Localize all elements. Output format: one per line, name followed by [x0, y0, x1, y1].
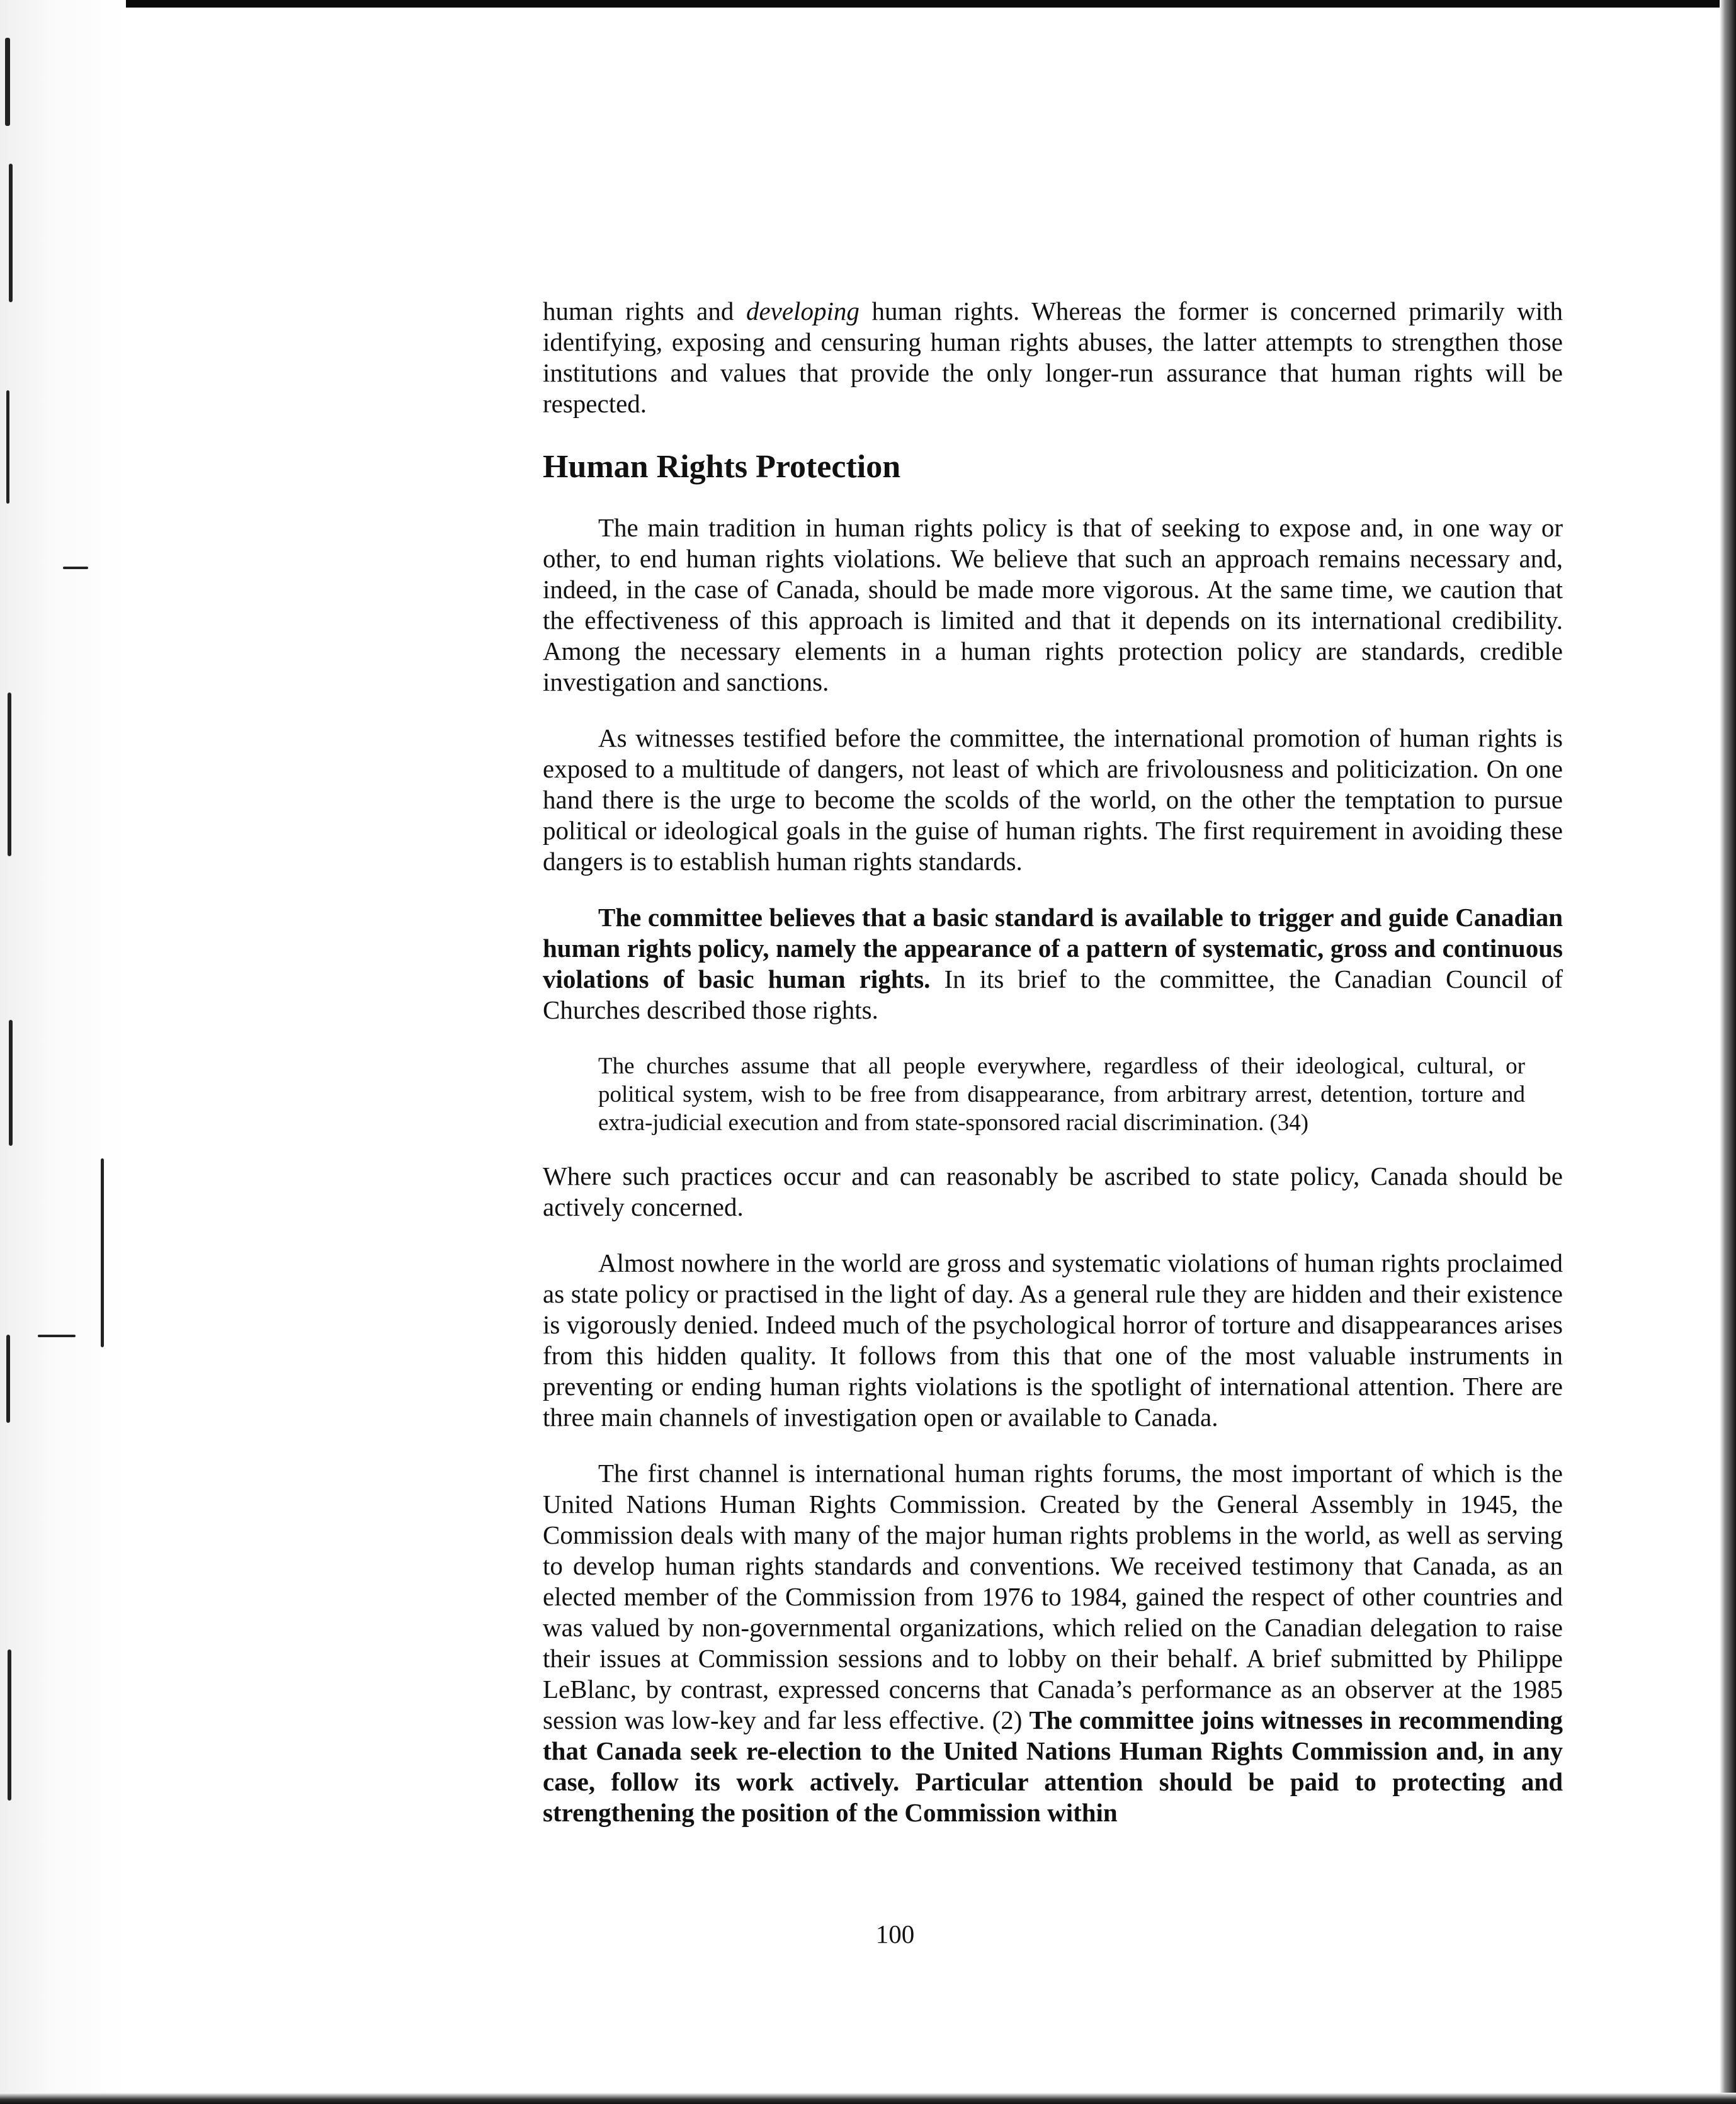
block-quote-churches: The churches assume that all people everywhere, regardless of their ideological, cultural, or political system, wish to be free from disappearance, from arbitrary arrest, detention, torture and extra-judicial execution and from state-sponsored racial discrimination. (34) — [598, 1053, 1525, 1136]
paragraph-main-tradition: The main tradition in human rights policy is that of seeking to expose and, in one way or other, to end human rights violations. We believe that such an approach remains necessary and, indeed, in the case of Canada, should be made more vigorous. At the same time, we caution that the effectiveness of this approach is limited and that it depends on its international credibility. Among the necessary elements in a human rights protection policy are standards, credible investigation and sanctions. — [543, 513, 1563, 696]
paragraph-state-policy: Where such practices occur and can reasonably be ascribed to state policy, Canada should be actively concerned. — [543, 1162, 1563, 1221]
section-heading: Human Rights Protection — [543, 449, 901, 485]
scan-binding-edge — [0, 0, 126, 2104]
paragraph-spotlight: Almost nowhere in the world are gross and systematic violations of human rights proclaimed as state policy or practised in the light of day. As a general rule they are hidden and their existence is vigorously denied. Indeed much of the psychological horror of torture and disappearances arises from this hidden quality. It follows from this that one of the most valuable instruments in preventing or ending human rights violations is the spotlight of international attention. There are three main channels of investigation open or available to Canada. — [543, 1248, 1563, 1432]
emphasis-developing: developing — [746, 297, 859, 325]
scan-right-edge — [1720, 0, 1736, 2104]
paragraph-first-channel: The first channel is international human rights forums, the most important of which is the United Nations Human Rights Commission. Created by the General Assembly in 1945, the Commission deals with many of the major human rights problems in the world, as well as serving to develop human rights standards and conventions. We received testimony that Canada, as an elected member of the Commission from 1976 to 1984, gained the respect of other countries and was valued by non-governmental organizations, which relied on the Canadian delegation to raise their issues at Commission sessions and to lobby on their behalf. A brief submitted by Philippe LeBlanc, by contrast, expressed concerns that Canada’s performance as an observer at the 1985 session was low-key and far less effective. (2) The committee joins witnesses in recommending that Canada seek re-election to the United Nations Human Rights Commission and, in any case, follow its work actively. Particular attention should be paid to protecting and strengthening the position of the Commission within — [543, 1459, 1563, 1827]
scan-top-edge — [0, 0, 1736, 8]
paragraph-basic-standard: The committee believes that a basic standard is available to trigger and guide Canadian human rights policy, namely the appearance of a pattern of systematic, gross and continuous violations of basic human rights. In its brief to the committee, the Canadian Council of Churches described those rights. — [543, 903, 1563, 1024]
page-body — [543, 296, 1563, 1828]
paragraph-intro: human rights and developing human rights. Whereas the former is concerned primarily with identifying, exposing and censuring human rights abuses, the latter attempts to strengthen those institutions and values that provide the only longer-run assurance that human rights will be respected. — [543, 297, 1563, 418]
recommendation-bold: The committee joins witnesses in recommending that Canada seek re-election to the United Nations Human Rights Commission and, in any case, follow its work actively. Particular attention should be paid to protecting and strengthening the position of the Commission within — [543, 1705, 1563, 1827]
scan-bottom-edge — [0, 2093, 1736, 2104]
paragraph-witnesses: As witnesses testified before the committee, the international promotion of human rights is exposed to a multitude of dangers, not least of which are frivolousness and politicization. On one hand there is the urge to become the scolds of the world, on the other the temptation to pursue political or ideological goals in the guise of human rights. The first requirement in avoiding these dangers is to establish human rights standards. — [543, 723, 1563, 876]
recommendation-bold: The committee believes that a basic standard is available to trigger and guide Canadian human rights policy, namely the appearance of a pattern of systematic, gross and continuous violations of basic human rights. — [543, 903, 1563, 993]
page-number: 100 — [875, 1920, 915, 1948]
